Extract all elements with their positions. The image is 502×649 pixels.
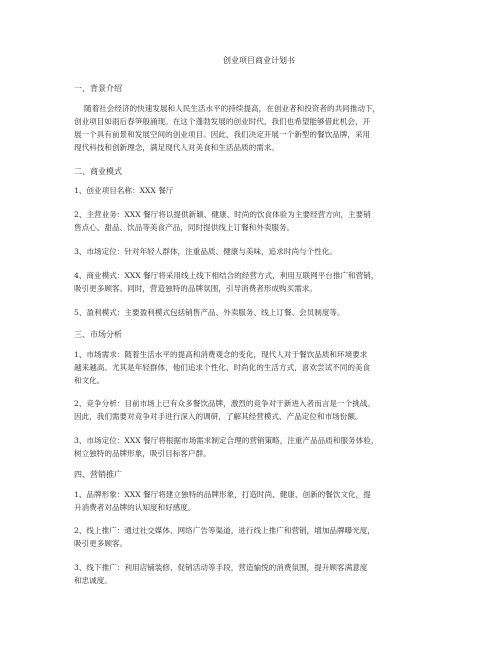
section-heading-marketing: 四、营销推广	[74, 470, 122, 479]
section-heading-background: 一、背景介绍	[74, 84, 122, 93]
paragraph-online-promotion: 2、线上推广：通过社交媒体、网络广告等渠道，进行线上推广和营销，增加品牌曝光度， 吸引更多顾客。	[74, 526, 375, 548]
paragraph-project-name: 1、创业项目名称：XXX 餐厅	[74, 186, 174, 195]
paragraph-main-business: 2、主营业务：XXX 餐厅将以提供新颖、健康、时尚的饮食体验为主要经营方向，主要销 售点心、甜品、饮品等美食产品，同时提供线上订餐和外卖服务。	[74, 210, 371, 232]
paragraph-profit-model: 5、盈利模式：主要盈利模式包括销售产品、外卖服务、线上订餐、会员制度等。	[74, 308, 345, 317]
section-heading-business-model: 二、商业模式	[74, 167, 122, 176]
document-title: 创业项目商业计划书	[223, 56, 295, 65]
paragraph-offline-promotion: 3、线下推广：利用店铺装修、促销活动等手段，营造愉悦的消费氛围，提升顾客满意度 和忠诚度。	[74, 563, 368, 585]
paragraph-market-position: 3、市场定位：针对年轻人群体，注重品质、健康与美味，追求时尚与个性化。	[74, 247, 338, 256]
paragraph-background: 随着社会经济的快速发展和人民生活水平的持续提高，在创业者和投资者的共同推动下， 创业项目如雨后春笋般涌现。在这个蓬勃发展的创业时代，我们也希望能够借此机会，开 展一个具有前景和发展空间的创业项目。因此，我们决定开展一个新型的餐饮品牌，采用 现代科技和创新理念，满足现代人对美食和生活品质的需求。	[74, 104, 381, 152]
paragraph-market-strategy: 3、市场定位：XXX 餐厅将根据市场需求制定合理的营销策略，注重产品品质和服务体验， 树立独特的品牌形象，吸引目标客户群。	[74, 436, 379, 458]
paragraph-brand-image: 1、品牌形象：XXX 餐厅将建立独特的品牌形象，打造时尚、健康、创新的餐饮文化，提 升消费者对品牌的认知度和好感度。	[74, 490, 371, 512]
paragraph-competition: 2、竞争分析：目前市场上已有众多餐饮品牌，激烈的竞争对于新进入者而言是一个挑战。 因此，我们需要对竞争对手进行深入的调研，了解其经营模式、产品定位和市场份额。	[74, 399, 375, 421]
paragraph-business-model: 4、商业模式：XXX 餐厅将采用线上线下相结合的经营方式，利用互联网平台推广和营销， 吸引更多顾客。同时，营造独特的品牌氛围，引导消费者形成购买需求。	[74, 271, 379, 293]
paragraph-market-demand: 1、市场需求：随着生活水平的提高和消费观念的变化，现代人对于餐饮品质和环境要求 越来越高。尤其是年轻群体，他们追求个性化、时尚化的生活方式，喜欢尝试不同的美食 和文化。	[74, 350, 371, 385]
section-heading-market-analysis: 三、市场分析	[74, 330, 122, 339]
